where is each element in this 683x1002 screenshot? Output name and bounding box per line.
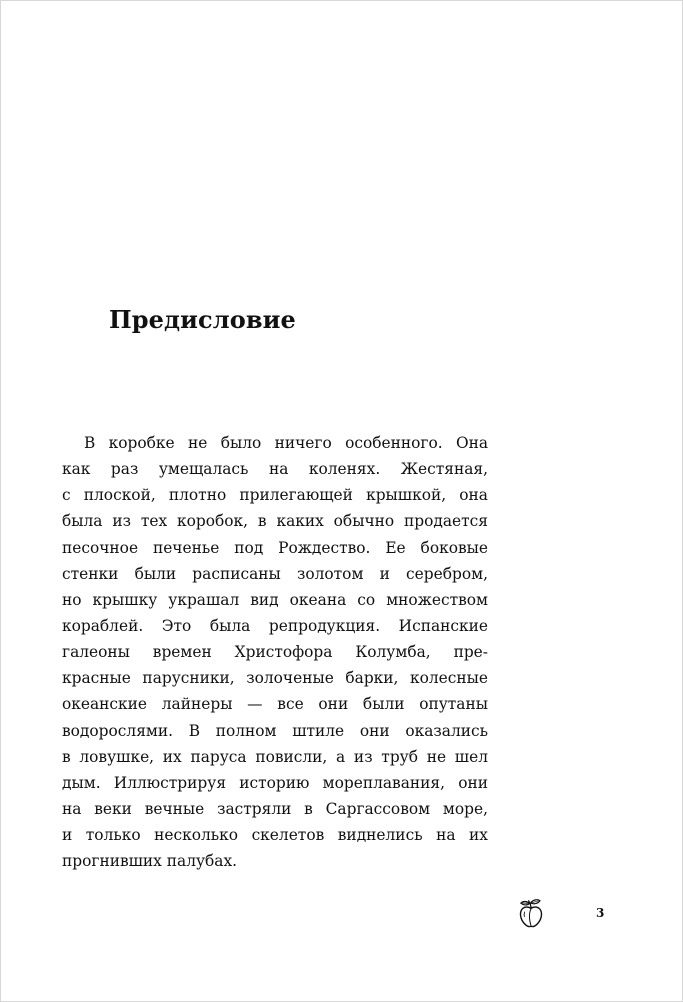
text-line: как раз умещалась на коленях. Жестяная, [62, 460, 488, 479]
text-line: песочное печенье под Рождество. Ее боковые [62, 538, 488, 557]
text-line: водорослями. В полном штиле они оказались [62, 721, 488, 740]
text-line: В коробке не было ничего особенного. Она [84, 434, 488, 452]
text-line: галеоны времен Христофора Колумба, пре- [62, 643, 488, 662]
text-line: стенки были расписаны золотом и серебром, [62, 564, 488, 583]
text-line: океанские лайнеры — все они были опутаны [62, 695, 488, 714]
text-line: на веки вечные застряли в Саргассовом море, [62, 799, 488, 818]
text-line: была из тех коробок, в каких обычно продается [62, 512, 488, 531]
page-number: 3 [596, 906, 605, 920]
body-paragraph [62, 430, 488, 874]
text-line: дым. Иллюстрируя историю мореплавания, они [62, 773, 488, 792]
peach-icon [517, 898, 545, 930]
text-line: прогнивших палубах. [62, 852, 238, 871]
text-line: но крышку украшал вид океана со множеством [62, 590, 488, 609]
text-line: и только несколько скелетов виднелись на их [62, 826, 488, 845]
text-line: кораблей. Это была репродукция. Испанские [62, 616, 488, 635]
text-line: в ловушке, их паруса повисли, а из труб не шел [62, 747, 488, 766]
text-line: с плоской, плотно прилегающей крышкой, она [62, 486, 488, 505]
text-line: красные парусники, золоченые барки, колесные [62, 669, 488, 688]
chapter-title: Предисловие [109, 305, 296, 334]
